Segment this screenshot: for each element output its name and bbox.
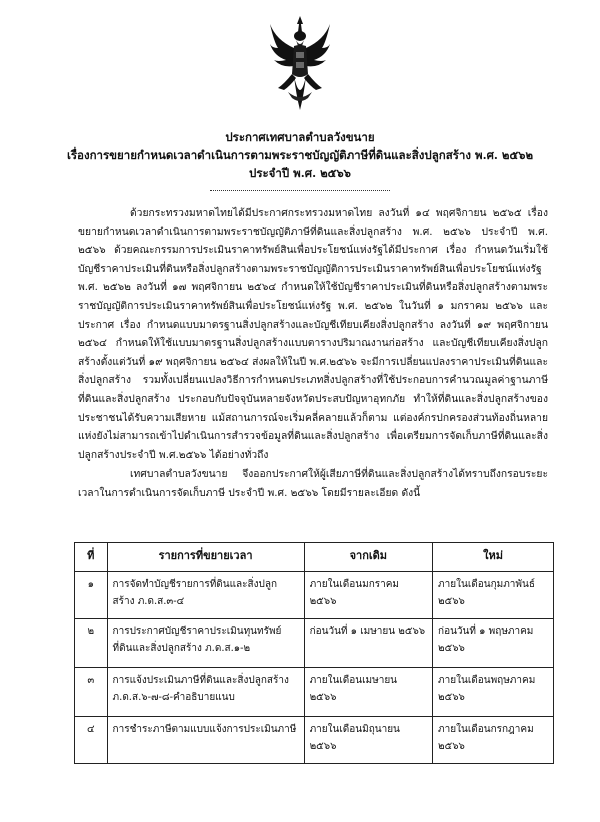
table-row [75,572,554,619]
row-number: ๔ [75,717,108,764]
row-item: การแจ้งประเมินภาษีที่ดินและสิ่งปลูกสร้าง ภ.ด.ส.๖-๗-๘-คำอธิบายแนบ [107,668,304,717]
row-item: การชำระภาษีตามแบบแจ้งการประเมินภาษี [107,717,304,764]
row-new: ภายในเดือนกุมภาพันธ์ ๒๕๖๖ [433,572,554,619]
announcement-body [78,204,548,503]
row-original: ภายในเดือนมกราคม ๒๕๖๖ [304,572,432,619]
header-new: ใหม่ [433,543,554,572]
announcement-title: ประกาศเทศบาลตำบลวังขนาย [225,130,375,144]
row-new: ภายในเดือนพฤษภาคม ๒๕๖๖ [433,668,554,717]
garuda-emblem-icon [268,14,332,114]
row-item: การจัดทำบัญชีรายการที่ดินและสิ่งปลูกสร้าง ภ.ด.ส.๓-๔ [107,572,304,619]
table-header-row [75,543,554,572]
row-number: ๑ [75,572,108,619]
row-new: ก่อนวันที่ ๑ พฤษภาคม ๒๕๖๖ [433,619,554,668]
header-item: รายการที่ขยายเวลา [107,543,304,572]
table-row [75,619,554,668]
row-original: ก่อนวันที่ ๑ เมษายน ๒๕๖๖ [304,619,432,668]
table-row [75,668,554,717]
announcement-subject: เรื่องการขยายกำหนดเวลาดำเนินการตามพระราชบัญญัติภาษีที่ดินและสิ่งปลูกสร้าง พ.ศ. ๒๕๖๒ [66,148,534,162]
row-original: ภายในเดือนมิถุนายน ๒๕๖๖ [304,717,432,764]
dotted-divider [210,190,390,191]
header-original: จากเดิม [304,543,432,572]
row-item: การประกาศบัญชีราคาประเมินทุนทรัพย์ที่ดินและสิ่งปลูกสร้าง ภ.ด.ส.๑-๒ [107,619,304,668]
row-number: ๓ [75,668,108,717]
row-original: ภายในเดือนเมษายน ๒๕๖๖ [304,668,432,717]
schedule-table [74,542,554,764]
header-no: ที่ [75,543,108,572]
announcement-year: ประจำปี พ.ศ. ๒๕๖๖ [249,166,351,180]
body-paragraph-2: เทศบาลตำบลวังขนาย จึงออกประกาศให้ผู้เสียภาษีที่ดินและสิ่งปลูกสร้างได้ทราบถึงกรอบระยะเวลาในการดำเนินการจัดเก็บภาษี ประจำปี พ.ศ. ๒๕๖๖ โดยมีรายละเอียด ดังนี้ [78,468,548,499]
row-number: ๒ [75,619,108,668]
row-new: ภายในเดือนกรกฎาคม ๒๕๖๖ [433,717,554,764]
table-row [75,717,554,764]
body-paragraph-1: ด้วยกระทรวงมหาดไทยได้มีประกาศกระทรวงมหาดไทย ลงวันที่ ๑๔ พฤศจิกายน ๒๕๖๕ เรื่องขยายกำหนดเวลาดำเนินการตามพระราชบัญญัติภาษีที่ดินและสิ่งปลูกสร้าง พ.ศ. ๒๕๖๖ ประจำปี พ.ศ. ๒๕๖๖ ด้วยคณะกรรมการประเมินราคาทรัพย์สินเพื่อประโยชน์แห่งรัฐได้มีประกาศ เรื่อง กำหนดวันเริ่มใช้บัญชีราคาประเมินที่ดินหรือสิ่งปลูกสร้างตามพระราชบัญญัติการประเมินราคาทรัพย์สินเพื่อประโยชน์แห่งรัฐ พ.ศ. ๒๕๖๒ ลงวันที่ ๑๗ พฤศจิกายน ๒๕๖๔ กำหนดให้ใช้บัญชีราคาประเมินที่ดินหรือสิ่งปลูกสร้างตามพระราชบัญญัติการประเมินราคาทรัพย์สินเพื่อประโยชน์แห่งรัฐ พ.ศ. ๒๕๖๒ ในวันที่ ๑ มกราคม ๒๕๖๖ และประกาศ เรื่อง กำหนดแบบมาตรฐานสิ่งปลูกสร้างและบัญชีเทียบเคียงสิ่งปลูกสร้าง ลงวันที่ ๑๙ พฤศจิกายน ๒๕๖๔ กำหนดให้ใช้แบบมาตรฐานสิ่งปลูกสร้างแบบตารางปริมาณงานก่อสร้าง และบัญชีเทียบเคียงสิ่งปลูกสร้างตั้งแต่วันที่ ๑๙ พฤศจิกายน ๒๕๖๔ ส่งผลให้ในปี พ.ศ.๒๕๖๖ จะมีการเปลี่ยนแปลงราคาประเมินที่ดินและสิ่งปลูกสร้าง รวมทั้งเปลี่ยนแปลงวิธีการกำหนดประเภทสิ่งปลูกสร้างที่ใช้ประกอบการคำนวณมูลค่าฐานภาษีที่ดินและสิ่งปลูกสร้าง ประกอบกับปัจจุบันหลายจังหวัดประสบปัญหาอุทกภัย ทำให้ที่ดินและสิ่งปลูกสร้างของประชาชนได้รับความเสียหาย แม้สถานการณ์จะเริ่มคลี่คลายแล้วก็ตาม แต่องค์กรปกครองส่วนท้องถิ่นหลายแห่งยังไม่สามารถเข้าไปดำเนินการสำรวจข้อมูลที่ดินและสิ่งปลูกสร้าง เพื่อเตรียมการจัดเก็บภาษีที่ดินและสิ่งปลูกสร้างประจำปี พ.ศ.๒๕๖๖ ได้อย่างทั่วถึง [78,207,548,461]
